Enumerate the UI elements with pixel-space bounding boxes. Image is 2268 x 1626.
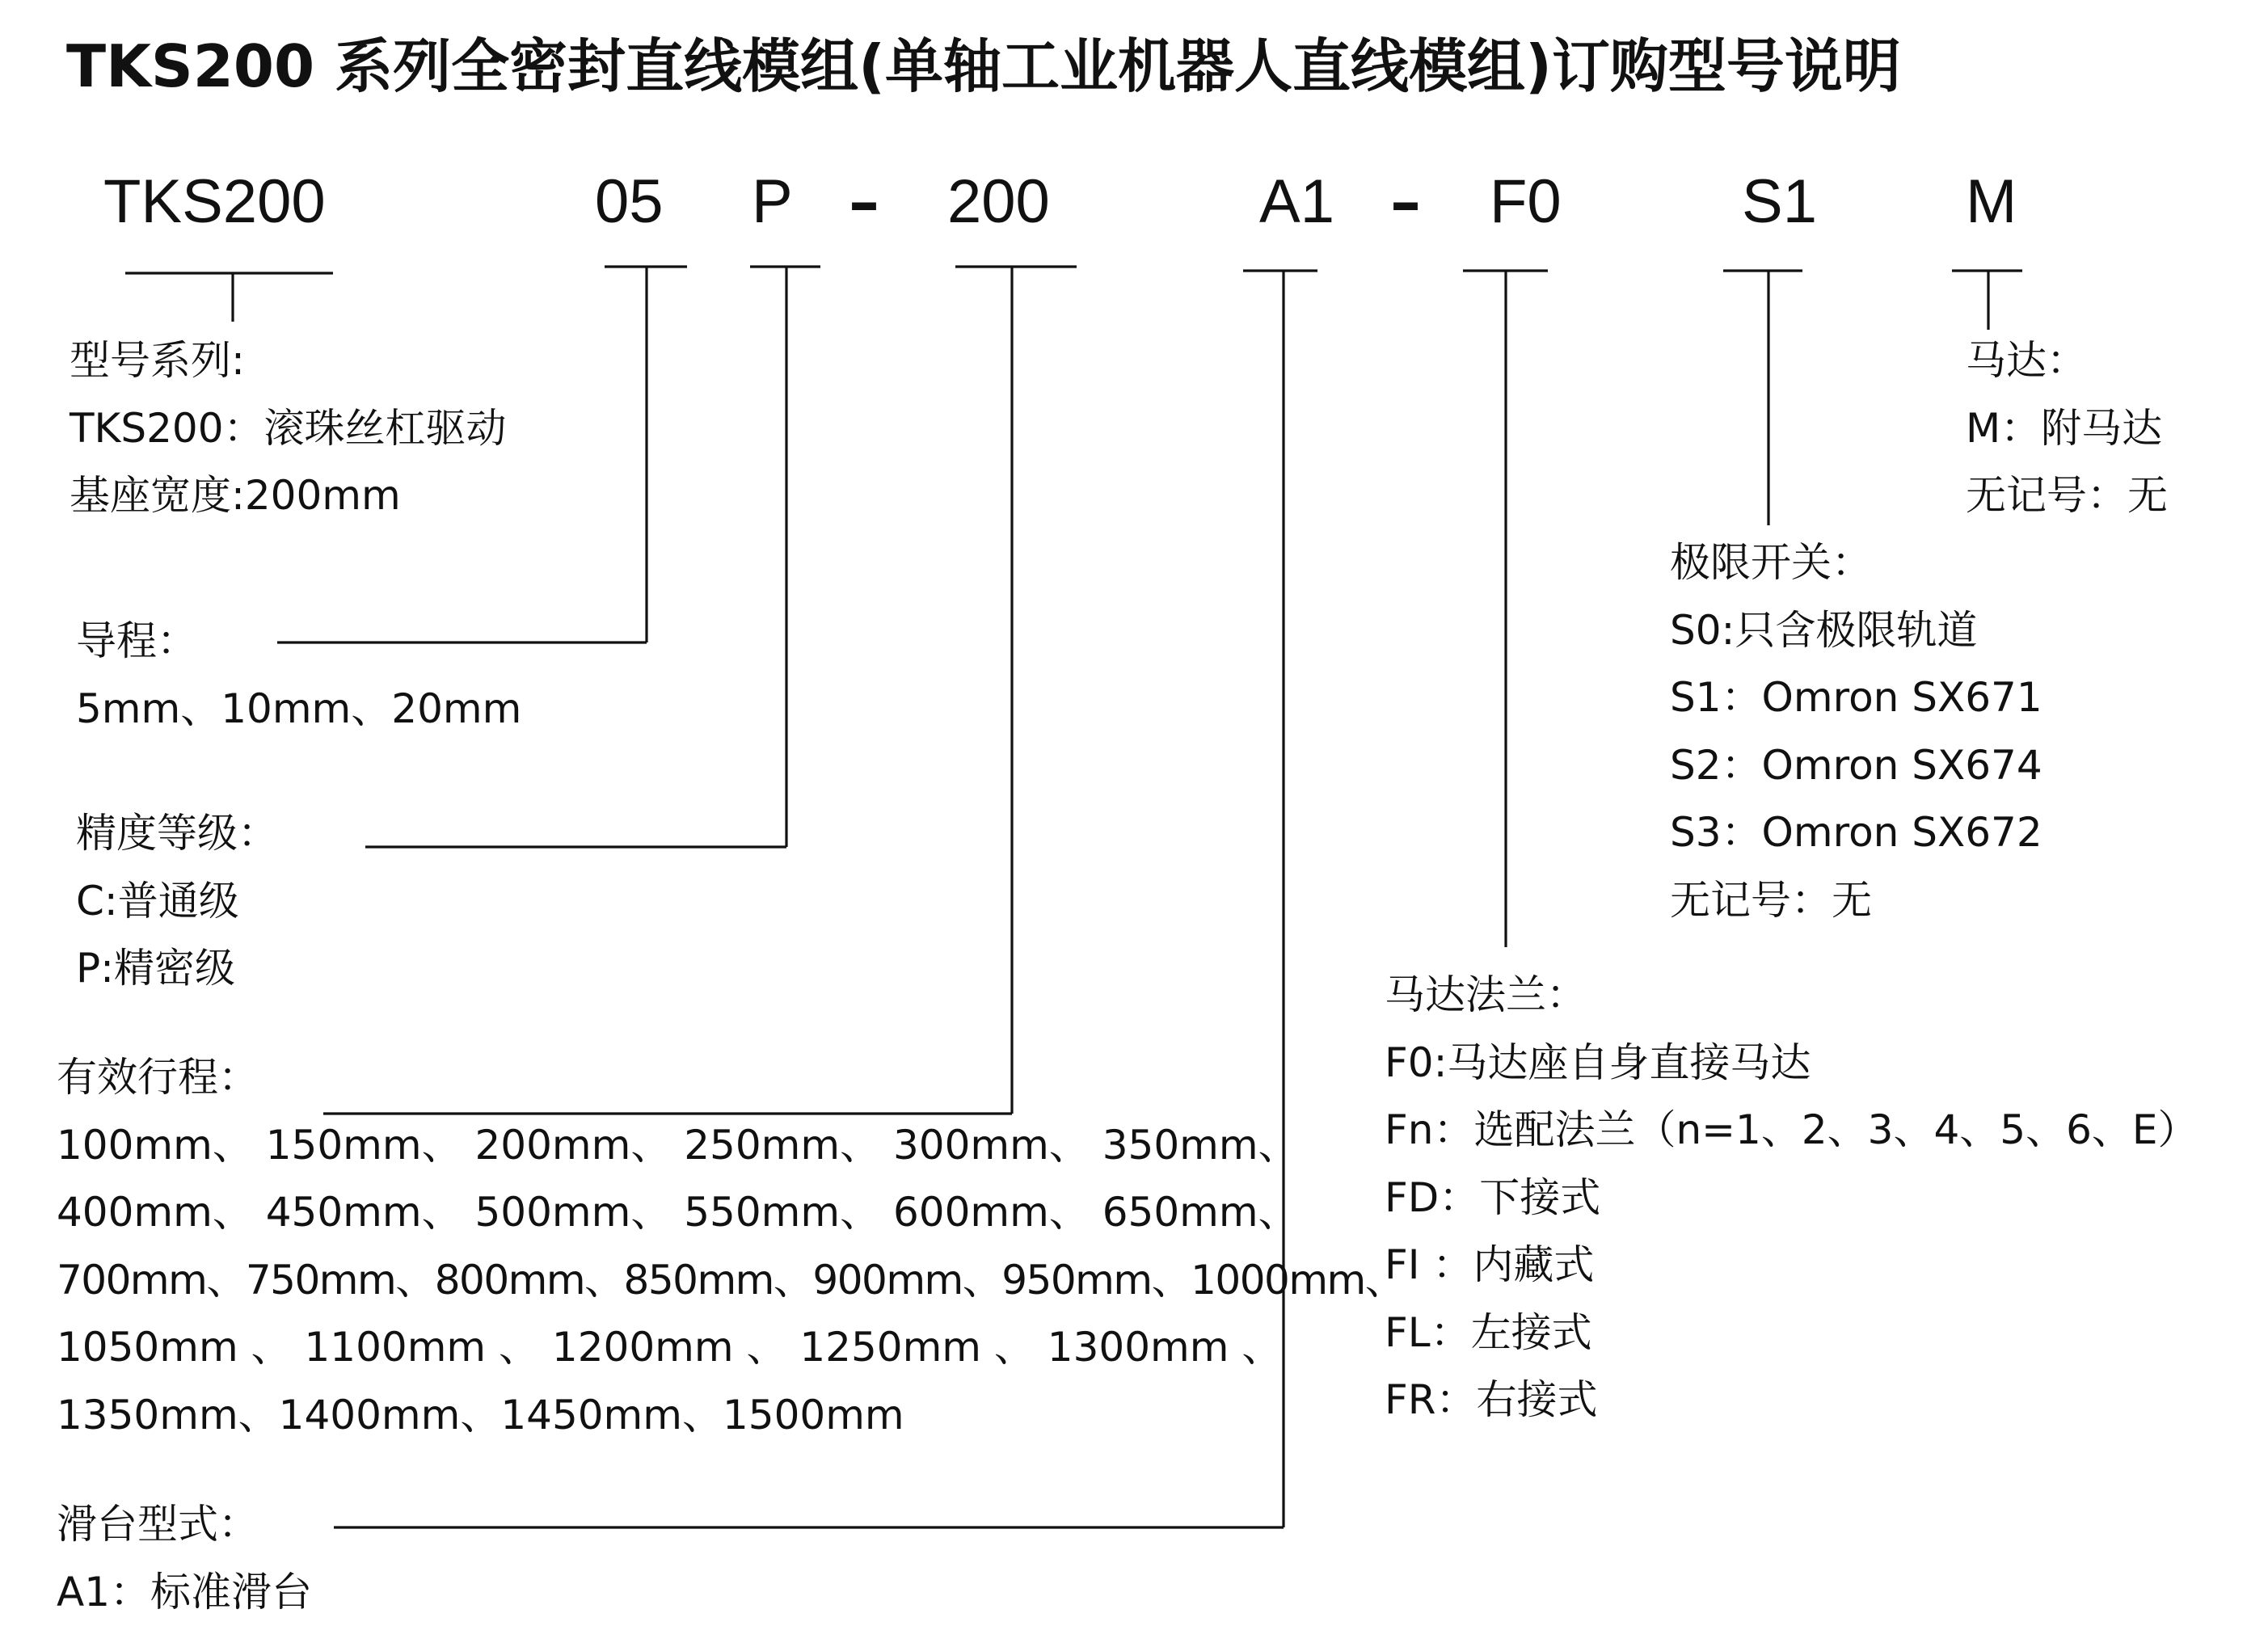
stroke-line-3: 700mm、750mm、800mm、850mm、900mm、950mm、1000mm、	[57, 1247, 1404, 1315]
page-title: TKS200 系列全密封直线模组(单轴工业机器人直线模组)订购型号说明	[66, 26, 1901, 107]
stroke-block	[57, 1044, 1404, 1449]
code-dash-1: –	[849, 166, 879, 238]
code-lead: 05	[595, 166, 664, 238]
flange-heading: 马达法兰：	[1385, 962, 2198, 1030]
stroke-line-2: 400mm、 450mm、 500mm、 550mm、 600mm、 650mm、	[57, 1179, 1404, 1247]
flange-line-1: F0:马达座自身直接马达	[1385, 1030, 2198, 1097]
code-limit-switch: S1	[1742, 166, 1817, 238]
limit-line-1: S0:只含极限轨道	[1670, 597, 2042, 665]
lead-heading: 导程：	[76, 608, 521, 676]
code-slide: A1	[1259, 166, 1334, 238]
stroke-heading: 有效行程：	[57, 1044, 1404, 1112]
motor-heading: 马达：	[1966, 327, 2168, 395]
motor-block	[1966, 327, 2168, 530]
precision-heading: 精度等级：	[76, 800, 278, 868]
limit-switch-block	[1670, 529, 2042, 934]
code-motor: M	[1966, 166, 2017, 238]
limit-line-4: S3：Omron SX672	[1670, 799, 2042, 867]
precision-line-2: P:精密级	[76, 935, 278, 1003]
stroke-line-4: 1050mm 、 1100mm 、 1200mm 、 1250mm 、 1300mm 、	[57, 1314, 1404, 1382]
motor-line-1: M：附马达	[1966, 395, 2168, 463]
code-series: TKS200	[103, 166, 326, 238]
slide-block	[57, 1491, 312, 1626]
code-stroke: 200	[947, 166, 1050, 238]
limit-heading: 极限开关：	[1670, 529, 2042, 597]
limit-line-3: S2：Omron SX674	[1670, 732, 2042, 800]
series-line-2: 基座宽度:200mm	[70, 462, 507, 530]
motor-line-2: 无记号：无	[1966, 462, 2168, 530]
flange-line-6: FR：右接式	[1385, 1367, 2198, 1434]
flange-line-5: FL：左接式	[1385, 1300, 2198, 1367]
slide-heading: 滑台型式：	[57, 1491, 312, 1559]
lead-block	[76, 608, 521, 743]
flange-line-2: Fn：选配法兰（n=1、2、3、4、5、6、E）	[1385, 1097, 2198, 1165]
series-line-1: TKS200：滚珠丝杠驱动	[70, 395, 507, 463]
precision-block	[76, 800, 278, 1003]
code-dash-2: –	[1390, 166, 1421, 238]
stroke-line-5: 1350mm、1400mm、1450mm、1500mm	[57, 1382, 1404, 1450]
precision-line-1: C:普通级	[76, 868, 278, 936]
flange-line-3: FD：下接式	[1385, 1165, 2198, 1232]
series-heading: 型号系列:	[70, 327, 507, 395]
lead-line-1: 5mm、10mm、20mm	[76, 676, 521, 743]
limit-line-5: 无记号：无	[1670, 867, 2042, 935]
series-block	[70, 327, 507, 530]
code-precision: P	[752, 166, 793, 238]
limit-line-2: S1：Omron SX671	[1670, 664, 2042, 732]
slide-line-1: A1：标准滑台	[57, 1559, 312, 1626]
flange-line-4: FI ：内藏式	[1385, 1232, 2198, 1300]
code-flange: F0	[1490, 166, 1562, 238]
flange-block	[1385, 962, 2198, 1434]
stroke-line-1: 100mm、 150mm、 200mm、 250mm、 300mm、 350mm、	[57, 1112, 1404, 1180]
